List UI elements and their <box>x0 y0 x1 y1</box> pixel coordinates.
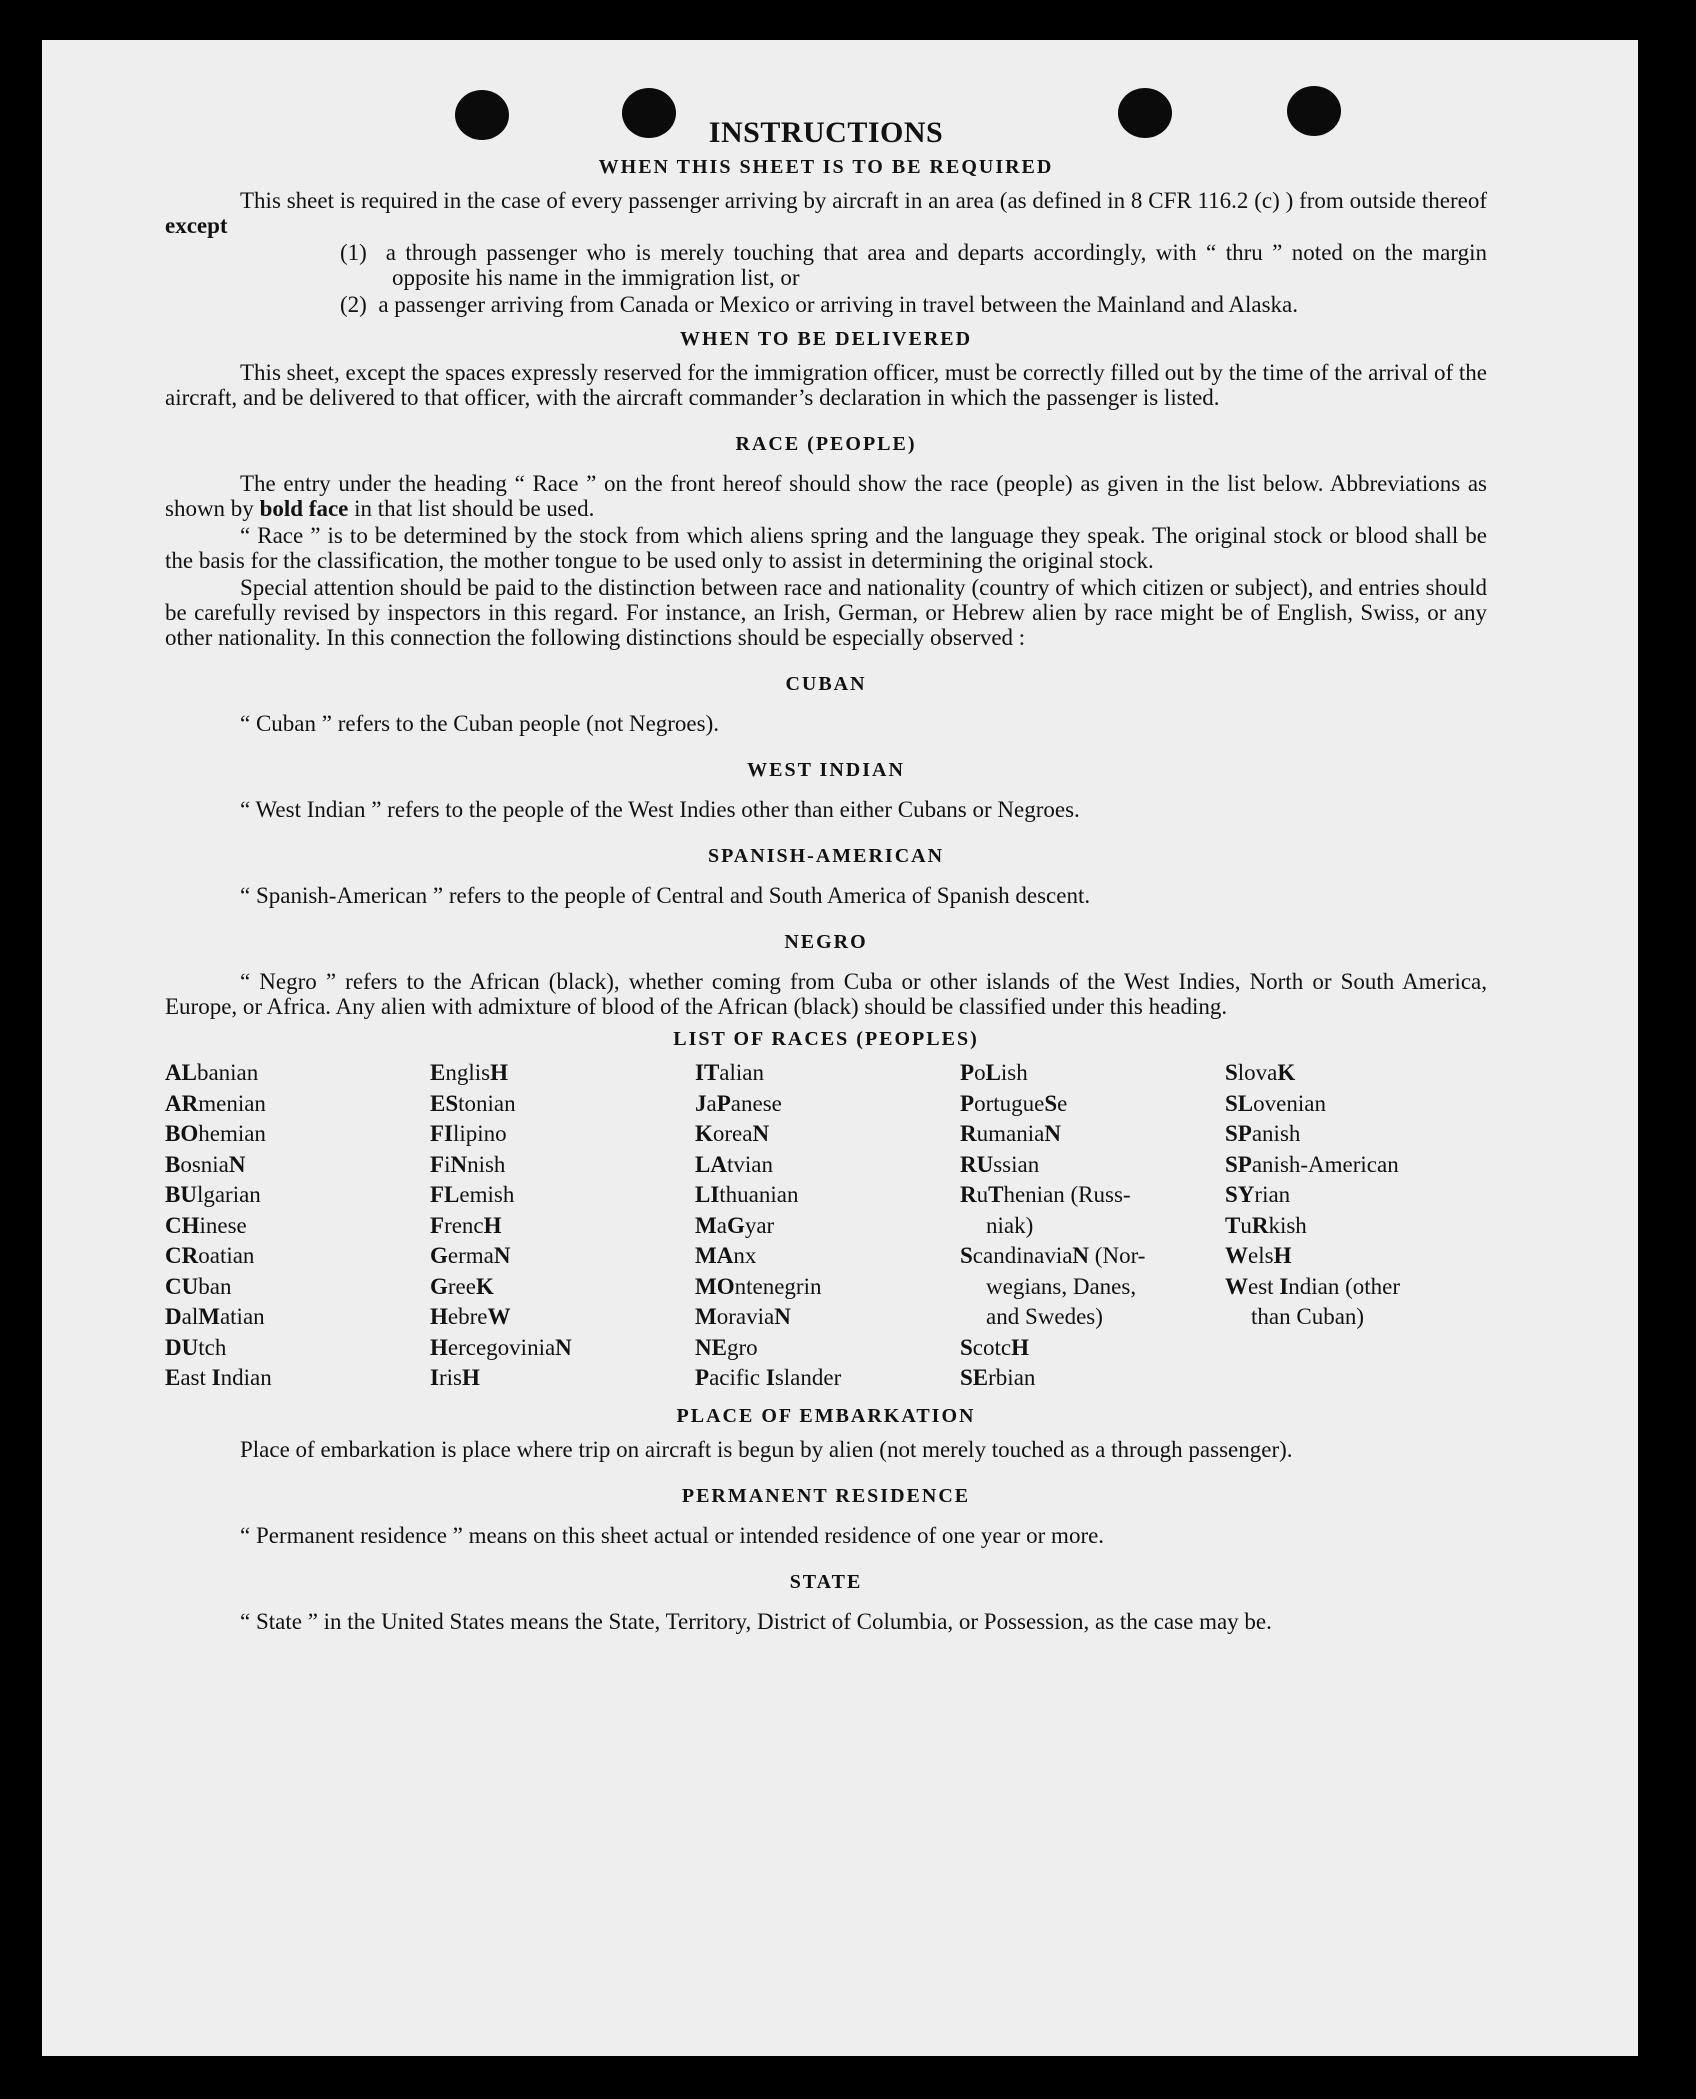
race-entry: SPanish-American <box>1225 1151 1399 1177</box>
race-entry: FLemish <box>430 1182 515 1207</box>
race-entry: RUssian <box>960 1151 1040 1177</box>
section-heading-west-indian: WEST INDIAN <box>747 759 905 781</box>
race-column <box>430 1058 695 1394</box>
section-heading-cuban: CUBAN <box>785 673 867 695</box>
section-heading-negro: NEGRO <box>784 931 868 953</box>
race-paragraph-3: Special attention should be paid to the distinction between race and nationality (country of which citizen or subject), and entries should be carefully revised by inspectors in this regard. For instance, an Irish, German, or Hebrew alien by race might be of English, Swiss, or any other nationality. In this connection the following distinctions should be especially observed : <box>165 575 1487 650</box>
race-entry: IrisH <box>430 1365 480 1390</box>
race-entry: BOhemian <box>165 1121 266 1146</box>
race-entry: FIlipino <box>430 1121 507 1146</box>
section-heading-spanish-american: SPANISH-AMERICAN <box>707 845 945 867</box>
race-column <box>695 1058 960 1394</box>
section-heading-state: STATE <box>789 1570 863 1593</box>
race-entry: DalMatian <box>165 1304 265 1329</box>
page-title: INSTRUCTIONS <box>708 116 944 149</box>
required-item-2: (2) a passenger arriving from Canada or Mexico or arriving in travel between the Mainland and Alaska. <box>340 292 1299 317</box>
race-entry: NEgro <box>695 1334 758 1360</box>
race-entry: EnglisH <box>430 1060 508 1085</box>
required-intro: This sheet is required in the case of every passenger arriving by aircraft in an area (as defined in 8 CFR 116.2 (c) ) from outside thereof except <box>165 188 1487 238</box>
race-entry: SlovaK <box>1225 1060 1296 1085</box>
race-entry: JaPanese <box>695 1090 782 1116</box>
race-entry: CUban <box>165 1273 232 1299</box>
residence-text: “ Permanent residence ” means on this sheet actual or intended residence of one year or more. <box>240 1522 1105 1548</box>
race-entry: MAnx <box>695 1243 757 1268</box>
race-entry: SYrian <box>1225 1182 1291 1207</box>
race-entry: HebreW <box>430 1304 511 1329</box>
required-item-1: (1) a through passenger who is merely touching that area and departs accordingly, with “ thru ” noted on the margin opposite his name in the immigration list, or <box>340 240 1488 290</box>
race-entry: PoLish <box>960 1060 1028 1085</box>
race-entry: Pacific Islander <box>695 1365 842 1390</box>
race-entry: LIthuanian <box>695 1182 799 1207</box>
race-column <box>1225 1058 1487 1394</box>
race-entry: SPanish <box>1225 1121 1301 1146</box>
race-entry: RuThenian (Russ- <box>960 1182 1131 1207</box>
section-heading-embarkation: PLACE OF EMBARKATION <box>676 1404 976 1427</box>
section-heading-delivered: WHEN TO BE DELIVERED <box>679 328 973 350</box>
race-entry: PortugueSe <box>960 1090 1068 1116</box>
race-entry: and Swedes) <box>986 1304 1103 1329</box>
race-entry: MoraviaN <box>695 1304 791 1329</box>
state-text: “ State ” in the United States means the State, Territory, District of Columbia, or Possession, as the case may be. <box>240 1608 1272 1634</box>
negro-text: “ Negro ” refers to the African (black), whether coming from Cuba or other islands of the West Indies, North or South America, Europe, or Africa. Any alien with admixture of blood of the African (black) should be classified under this heading. <box>165 969 1487 1019</box>
race-entry: CHinese <box>165 1212 247 1238</box>
race-entry: SLovenian <box>1225 1090 1326 1116</box>
race-entry: MOntenegrin <box>695 1273 822 1299</box>
race-entry: West Indian (other <box>1225 1273 1401 1299</box>
race-entry: FrencH <box>430 1212 502 1238</box>
section-heading-residence: PERMANENT RESIDENCE <box>681 1484 971 1507</box>
section-heading-required: WHEN THIS SHEET IS TO BE REQUIRED <box>598 156 1054 178</box>
race-entry: FiNnish <box>430 1151 506 1177</box>
race-column <box>960 1058 1225 1394</box>
race-entry: ScandinaviaN (Nor- <box>960 1243 1146 1268</box>
race-entry: KoreaN <box>695 1121 770 1146</box>
embarkation-text: Place of embarkation is place where trip on aircraft is begun by alien (not merely touched as a through passenger). <box>240 1436 1293 1462</box>
race-entry: niak) <box>986 1212 1034 1238</box>
race-entry: DUtch <box>165 1334 227 1360</box>
race-entry: East Indian <box>165 1365 272 1390</box>
race-entry: GermaN <box>430 1243 511 1268</box>
race-entry: BUlgarian <box>165 1182 261 1207</box>
race-entry: SErbian <box>960 1365 1036 1390</box>
race-entry: wegians, Danes, <box>986 1273 1137 1299</box>
instructions-content <box>165 116 1488 1636</box>
race-entry: than Cuban) <box>1251 1304 1365 1329</box>
race-entry: TuRkish <box>1225 1212 1307 1238</box>
race-column <box>165 1058 430 1394</box>
race-entry: RumaniaN <box>960 1121 1061 1146</box>
section-heading-list-of-races: LIST OF RACES (PEOPLES) <box>673 1028 979 1050</box>
race-paragraph-2: “ Race ” is to be determined by the stock from which aliens spring and the language they speak. The original stock or blood shall be the basis for the classification, the mother tongue to be used only to assist in determining the original stock. <box>165 523 1487 573</box>
delivered-text: This sheet, except the spaces expressly reserved for the immigration officer, must be correctly filled out by the time of the arrival of the aircraft, and be delivered to that officer, with the aircraft commander’s declaration in which the passenger is listed. <box>165 360 1487 410</box>
cuban-text: “ Cuban ” refers to the Cuban people (not Negroes). <box>240 711 720 736</box>
west-indian-text: “ West Indian ” refers to the people of the West Indies other than either Cubans or Negroes. <box>240 797 1080 822</box>
spanish-american-text: “ Spanish-American ” refers to the people of Central and South America of Spanish descent. <box>240 883 1091 908</box>
race-entry: ITalian <box>695 1060 764 1085</box>
section-heading-race: RACE (PEOPLE) <box>735 433 917 455</box>
race-entry: WelsH <box>1225 1243 1292 1268</box>
race-entry: MaGyar <box>695 1212 775 1238</box>
race-entry: EStonian <box>430 1090 516 1116</box>
race-entry: ALbanian <box>165 1060 259 1085</box>
race-list <box>165 1058 1487 1394</box>
race-entry: ScotcH <box>960 1334 1029 1360</box>
race-entry: CRoatian <box>165 1243 255 1268</box>
race-entry: LAtvian <box>695 1151 773 1177</box>
race-entry: HercegoviniaN <box>430 1334 572 1360</box>
race-entry: BosniaN <box>165 1151 246 1177</box>
race-entry: GreeK <box>430 1273 494 1299</box>
race-entry: ARmenian <box>165 1090 266 1116</box>
race-paragraph-1: The entry under the heading “ Race ” on the front hereof should show the race (people) as given in the list below. Abbreviations as shown by bold face in that list should be used. <box>165 471 1487 521</box>
